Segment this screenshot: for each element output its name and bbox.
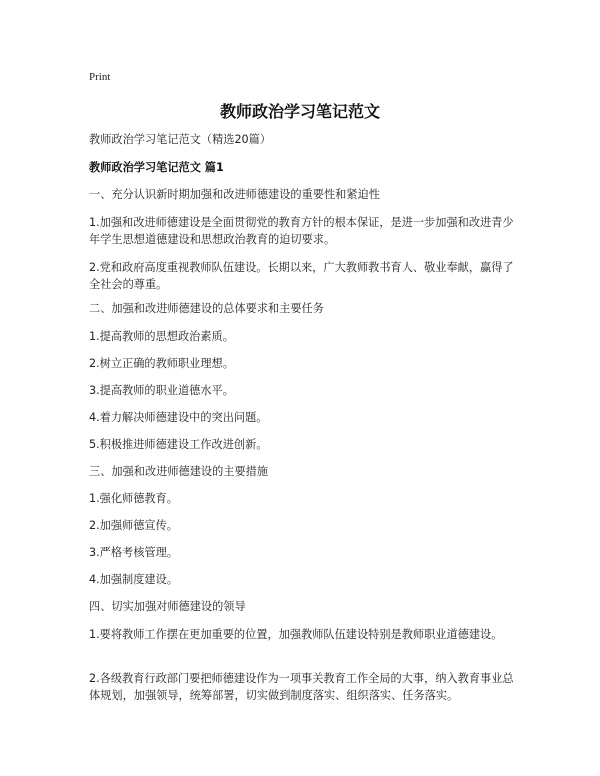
- list-item: 5.积极推进师德建设工作改进创新。: [89, 438, 268, 451]
- paragraph-heading-2: 二、加强和改进师德建设的总体要求和主要任务: [89, 302, 324, 315]
- list-item: 4.着力解决师德建设中的突出问题。: [89, 411, 268, 424]
- list-item: 3.提高教师的职业道德水平。: [89, 384, 234, 397]
- list-item: 2.加强师德宣传。: [89, 519, 178, 532]
- print-label: Print: [89, 71, 111, 83]
- paragraph: 1.要将教师工作摆在更加重要的位置，加强教师队伍建设特别是教师职业道德建设。: [89, 628, 503, 641]
- paragraph: 2.各级教育行政部门要把师德建设作为一项事关教育工作全局的大事，纳入教育事业总体规划，加强领导，统筹部署，切实做到制度落实、组织落实、任务落实。: [89, 672, 514, 702]
- list-item: 2.树立正确的教师职业理想。: [89, 357, 234, 370]
- document-subtitle: 教师政治学习笔记范文（精选20篇）: [89, 133, 272, 146]
- paragraph: 1.加强和改进师德建设是全面贯彻党的教育方针的根本保证，是进一步加强和改进青少年学生思想道德建设和思想政治教育的迫切要求。: [89, 216, 514, 246]
- paragraph: 2.党和政府高度重视教师队伍建设。长期以来，广大教师教书育人、敬业奉献，赢得了全社会的尊重。: [89, 261, 514, 291]
- paragraph-heading-4: 四、切实加强对师德建设的领导: [89, 600, 246, 613]
- paragraph-heading-3: 三、加强和改进师德建设的主要措施: [89, 465, 269, 478]
- document-title: 教师政治学习笔记范文: [219, 102, 380, 121]
- list-item: 4.加强制度建设。: [89, 573, 178, 586]
- list-item: 1.强化师德教育。: [89, 492, 178, 505]
- list-item: 3.严格考核管理。: [89, 546, 178, 559]
- list-item: 1.提高教师的思想政治素质。: [89, 330, 234, 343]
- paragraph-heading-1: 一、充分认识新时期加强和改进师德建设的重要性和紧迫性: [89, 188, 380, 201]
- section-heading: 教师政治学习笔记范文 篇1: [89, 161, 224, 174]
